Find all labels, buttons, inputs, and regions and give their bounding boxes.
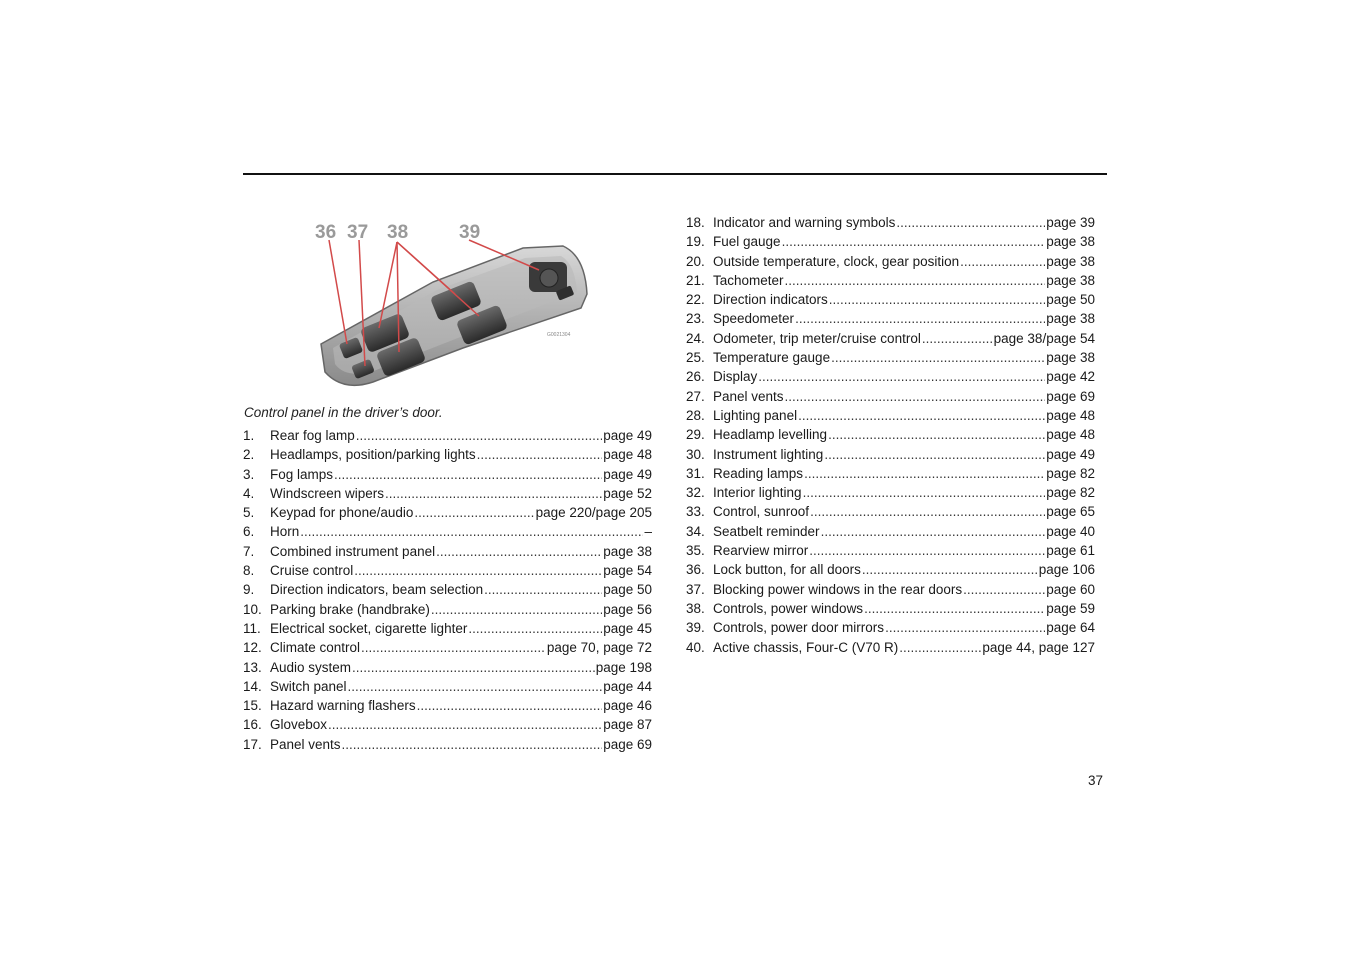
entry-label: Lock button, for all doors — [713, 562, 861, 578]
index-entry — [243, 445, 652, 464]
entry-label: Panel vents — [713, 388, 784, 404]
dot-leader — [356, 426, 602, 445]
entry-label: Audio system — [270, 659, 352, 675]
entry-number: 17. — [243, 736, 262, 752]
entry-number: 38. — [686, 600, 705, 616]
entry-number: 28. — [686, 407, 705, 423]
index-entry — [243, 522, 652, 541]
dot-leader — [782, 232, 1046, 251]
entry-number: 6. — [243, 524, 255, 540]
index-entry — [243, 426, 652, 445]
dot-leader — [348, 677, 603, 696]
dot-leader — [477, 445, 603, 464]
entry-label: Electrical socket, cigarette lighter — [270, 620, 468, 636]
entry-number: 34. — [686, 523, 705, 539]
entry-page-ref: page 70, page 72 — [546, 640, 652, 656]
entry-number: 22. — [686, 292, 705, 308]
dot-leader — [960, 252, 1045, 271]
index-entry — [243, 677, 652, 696]
dot-leader — [798, 406, 1045, 425]
entry-number: 21. — [686, 272, 705, 288]
index-entry — [243, 715, 652, 734]
callout-37: 37 — [347, 222, 369, 243]
header-rule — [243, 173, 1107, 175]
index-entry — [243, 696, 652, 715]
entry-page-ref: page 65 — [1046, 504, 1095, 520]
index-entry — [686, 213, 1095, 232]
entry-page-ref: page 38 — [1046, 253, 1095, 269]
entry-page-ref: page 48 — [1046, 407, 1095, 423]
entry-page-ref: page 69 — [1046, 388, 1095, 404]
index-entry — [686, 618, 1095, 637]
entry-page-ref: page 50 — [603, 582, 652, 598]
entry-label: Keypad for phone/audio — [270, 505, 414, 521]
figure-caption: Control panel in the driver’s door. — [244, 405, 443, 420]
index-entry — [686, 425, 1095, 444]
dot-leader — [810, 502, 1045, 521]
index-entry — [686, 329, 1095, 348]
entry-label: Rearview mirror — [713, 543, 809, 559]
entry-number: 35. — [686, 543, 705, 559]
entry-label: Blocking power windows in the rear doors — [713, 581, 963, 597]
entry-page-ref: page 49 — [603, 428, 652, 443]
entry-number: 20. — [686, 253, 705, 269]
entry-number: 4. — [243, 485, 255, 501]
index-entry — [686, 406, 1095, 425]
index-entry — [243, 600, 652, 619]
dot-leader — [899, 638, 981, 657]
entry-number: 7. — [243, 543, 255, 559]
index-entry — [686, 560, 1095, 579]
entry-page-ref: page 48 — [1046, 427, 1095, 443]
entry-number: 37. — [686, 581, 705, 597]
entry-page-ref: page 60 — [1046, 581, 1095, 597]
entry-page-ref: page 38 — [1046, 311, 1095, 327]
door-control-panel-illustration — [313, 216, 593, 396]
dot-leader — [824, 445, 1045, 464]
index-entry — [686, 309, 1095, 328]
entry-number: 9. — [243, 582, 255, 598]
dot-leader — [758, 367, 1045, 386]
entry-label: Tachometer — [713, 272, 784, 288]
index-entry — [243, 542, 652, 561]
entry-page-ref: page 48 — [603, 447, 652, 463]
entry-page-ref: page 45 — [603, 620, 652, 636]
index-entry — [686, 252, 1095, 271]
entry-number: 36. — [686, 562, 705, 578]
entry-page-ref: page 49 — [603, 466, 652, 482]
page-number: 37 — [1088, 773, 1104, 788]
dot-leader — [896, 213, 1045, 232]
index-entry — [243, 580, 652, 599]
entry-label: Controls, power windows — [713, 600, 864, 616]
entry-page-ref: page 46 — [603, 698, 652, 714]
dot-leader — [385, 484, 602, 503]
index-entry — [686, 290, 1095, 309]
entry-label: Interior lighting — [713, 485, 802, 501]
index-entry — [243, 484, 652, 503]
index-entry — [686, 599, 1095, 618]
index-entry — [686, 502, 1095, 521]
index-entry — [243, 619, 652, 638]
index-list-left — [243, 426, 652, 754]
entry-page-ref: page 52 — [603, 485, 652, 501]
index-entry — [243, 503, 652, 522]
index-entry — [686, 638, 1095, 657]
entry-label: Control, sunroof — [713, 504, 810, 520]
entry-page-ref: page 82 — [1046, 465, 1095, 481]
entry-label: Display — [713, 369, 758, 385]
dot-leader — [885, 618, 1045, 637]
entry-number: 30. — [686, 446, 705, 462]
entry-number: 33. — [686, 504, 705, 520]
entry-label: Fog lamps — [270, 466, 334, 482]
entry-number: 18. — [686, 215, 705, 230]
entry-number: 10. — [243, 601, 262, 617]
dot-leader — [328, 715, 602, 734]
entry-number: 1. — [243, 428, 255, 443]
entry-number: 5. — [243, 505, 255, 521]
entry-page-ref: page 50 — [1046, 292, 1095, 308]
entry-page-ref: page 49 — [1046, 446, 1095, 462]
entry-page-ref: page 38/page 54 — [993, 330, 1095, 346]
callout-36: 36 — [315, 222, 337, 243]
entry-number: 12. — [243, 640, 262, 656]
entry-page-ref: page 87 — [603, 717, 652, 733]
entry-page-ref: – — [644, 524, 652, 540]
entry-number: 31. — [686, 465, 705, 481]
entry-label: Direction indicators, beam selection — [270, 582, 484, 598]
entry-number: 24. — [686, 330, 705, 346]
entry-label: Headlamp levelling — [713, 427, 828, 443]
entry-label: Switch panel — [270, 678, 347, 694]
dot-leader — [809, 541, 1045, 560]
entry-label: Reading lamps — [713, 465, 804, 481]
entry-page-ref: page 42 — [1046, 369, 1095, 385]
entry-label: Parking brake (handbrake) — [270, 601, 430, 617]
index-entry — [686, 387, 1095, 406]
index-entry — [686, 445, 1095, 464]
entry-label: Fuel gauge — [713, 234, 781, 250]
index-list-right — [686, 213, 1095, 657]
entry-label: Temperature gauge — [713, 350, 831, 366]
entry-label: Rear fog lamp — [270, 428, 355, 443]
dot-leader — [803, 483, 1046, 502]
entry-number: 19. — [686, 234, 705, 250]
dot-leader — [361, 638, 546, 657]
callout-38: 38 — [387, 222, 409, 243]
entry-number: 2. — [243, 447, 255, 463]
index-entry — [686, 367, 1095, 386]
dot-leader — [431, 600, 602, 619]
figure-code: G0021304 — [547, 332, 571, 338]
entry-page-ref: page 38 — [1046, 234, 1095, 250]
entry-number: 25. — [686, 350, 705, 366]
entry-number: 8. — [243, 563, 255, 579]
entry-number: 3. — [243, 466, 255, 482]
entry-label: Instrument lighting — [713, 446, 824, 462]
dot-leader — [334, 465, 602, 484]
entry-label: Indicator and warning symbols — [713, 215, 896, 230]
entry-label: Speedometer — [713, 311, 795, 327]
entry-page-ref: page 106 — [1038, 562, 1095, 578]
entry-number: 26. — [686, 369, 705, 385]
entry-page-ref: page 54 — [603, 563, 652, 579]
dot-leader — [785, 387, 1046, 406]
entry-page-ref: page 198 — [595, 659, 652, 675]
entry-label: Headlamps, position/parking lights — [270, 447, 476, 463]
index-entry — [686, 483, 1095, 502]
entry-label: Horn — [270, 524, 300, 540]
entry-label: Odometer, trip meter/cruise control — [713, 330, 921, 346]
entry-page-ref: page 38 — [1046, 272, 1095, 288]
index-entry — [686, 464, 1095, 483]
entry-number: 40. — [686, 639, 705, 655]
entry-page-ref: page 39 — [1046, 215, 1095, 230]
dot-leader — [436, 542, 602, 561]
dot-leader — [828, 425, 1045, 444]
dot-leader — [829, 290, 1045, 309]
dot-leader — [963, 580, 1045, 599]
entry-page-ref: page 38 — [1046, 350, 1095, 366]
dot-leader — [831, 348, 1045, 367]
index-entry — [686, 541, 1095, 560]
entry-page-ref: page 64 — [1046, 620, 1095, 636]
entry-label: Active chassis, Four-C (V70 R) — [713, 639, 899, 655]
entry-page-ref: page 38 — [603, 543, 652, 559]
index-entry — [686, 271, 1095, 290]
entry-label: Climate control — [270, 640, 361, 656]
entry-number: 32. — [686, 485, 705, 501]
dot-leader — [804, 464, 1045, 483]
entry-page-ref: page 40 — [1046, 523, 1095, 539]
entry-page-ref: page 61 — [1046, 543, 1095, 559]
entry-page-ref: page 69 — [603, 736, 652, 752]
index-entry — [243, 465, 652, 484]
entry-number: 27. — [686, 388, 705, 404]
index-entry — [686, 348, 1095, 367]
dot-leader — [414, 503, 534, 522]
entry-page-ref: page 44, page 127 — [982, 639, 1095, 655]
entry-label: Panel vents — [270, 736, 341, 752]
entry-label: Controls, power door mirrors — [713, 620, 885, 636]
entry-page-ref: page 44 — [603, 678, 652, 694]
dot-leader — [922, 329, 993, 348]
entry-number: 13. — [243, 659, 262, 675]
dot-leader — [468, 619, 602, 638]
index-entry — [243, 735, 652, 754]
entry-number: 29. — [686, 427, 705, 443]
dot-leader — [417, 696, 603, 715]
entry-label: Hazard warning flashers — [270, 698, 416, 714]
entry-page-ref: page 56 — [603, 601, 652, 617]
entry-label: Cruise control — [270, 563, 354, 579]
entry-number: 14. — [243, 678, 262, 694]
dot-leader — [795, 309, 1045, 328]
dot-leader — [354, 561, 602, 580]
entry-label: Outside temperature, clock, gear position — [713, 253, 960, 269]
callout-39: 39 — [459, 222, 481, 243]
dot-leader — [342, 735, 603, 754]
entry-number: 16. — [243, 717, 262, 733]
dot-leader — [484, 580, 602, 599]
entry-number: 15. — [243, 698, 262, 714]
index-entry — [686, 522, 1095, 541]
entry-label: Glovebox — [270, 717, 328, 733]
index-entry — [243, 638, 652, 657]
entry-label: Direction indicators — [713, 292, 828, 308]
index-entry — [243, 561, 652, 580]
index-entry — [686, 232, 1095, 251]
dot-leader — [864, 599, 1045, 618]
entry-number: 11. — [243, 620, 261, 636]
entry-number: 39. — [686, 620, 705, 636]
dot-leader — [785, 271, 1046, 290]
entry-label: Seatbelt reminder — [713, 523, 820, 539]
dot-leader — [300, 522, 643, 541]
entry-label: Windscreen wipers — [270, 485, 385, 501]
entry-page-ref: page 220/page 205 — [535, 505, 652, 521]
dot-leader — [352, 658, 595, 677]
entry-page-ref: page 82 — [1046, 485, 1095, 501]
dot-leader — [862, 560, 1038, 579]
entry-number: 23. — [686, 311, 705, 327]
index-entry — [686, 580, 1095, 599]
index-entry — [243, 658, 652, 677]
entry-label: Combined instrument panel — [270, 543, 436, 559]
entry-page-ref: page 59 — [1046, 600, 1095, 616]
entry-label: Lighting panel — [713, 407, 798, 423]
dot-leader — [821, 522, 1046, 541]
